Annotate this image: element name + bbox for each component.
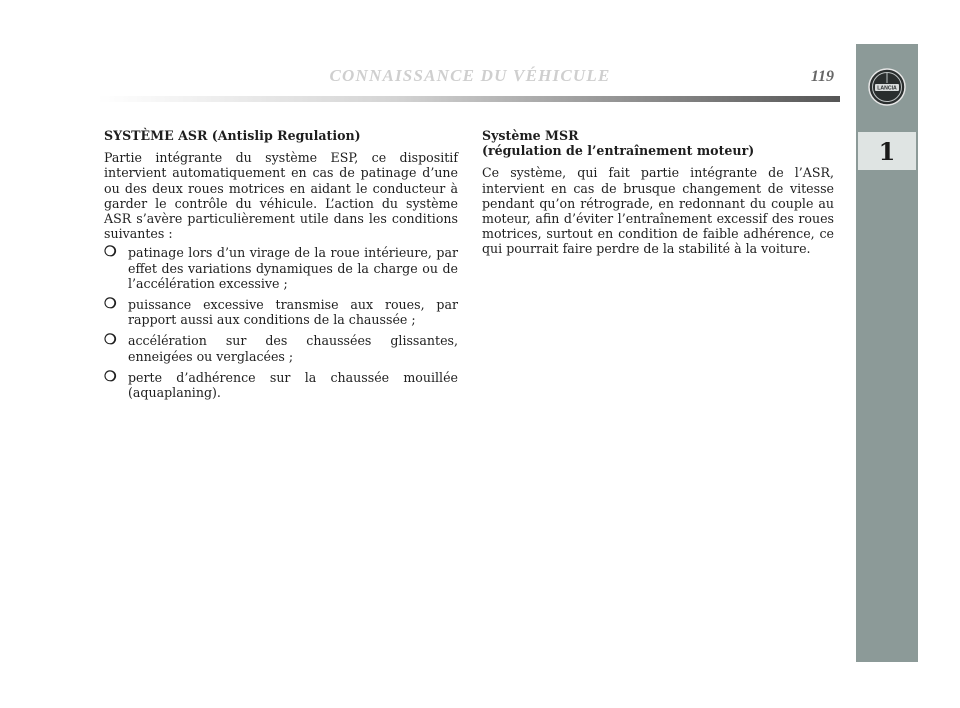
header-rule xyxy=(98,96,840,102)
bullet-circle-icon: ❍ xyxy=(104,244,117,261)
logo-text: LANCIA xyxy=(877,85,897,92)
left-column xyxy=(104,128,458,406)
chapter-number[interactable]: 1 xyxy=(858,132,916,170)
list-item-text: puissance excessive transmise aux roues, par rapport aussi aux conditions de la chaussée ; xyxy=(128,297,458,328)
list-item-text: accélération sur des chaussées glissantes, enneigées ou verglacées ; xyxy=(128,333,458,364)
bullet-circle-icon: ❍ xyxy=(104,332,117,349)
list-item-text: perte d’adhérence sur la chaussée mouillée (aquaplaning). xyxy=(128,369,458,401)
asr-heading-main: SYSTÈME ASR xyxy=(104,128,212,143)
asr-condition-list xyxy=(104,245,458,400)
chapter-side-tab xyxy=(856,44,918,662)
msr-heading xyxy=(482,128,834,158)
msr-heading-line1: Système MSR xyxy=(482,128,579,143)
page-number: 119 xyxy=(810,68,834,85)
list-item xyxy=(104,297,458,327)
asr-heading xyxy=(104,128,458,143)
list-item xyxy=(104,245,458,291)
list-item xyxy=(104,333,458,363)
msr-heading-line2: (régulation de l’entraînement moteur) xyxy=(482,143,755,159)
list-item-text: patinage lors d’un virage de la roue intérieure, par effet des variations dynamiques de la charge ou de l’accélération excessive ; xyxy=(128,245,458,291)
bullet-circle-icon: ❍ xyxy=(104,296,117,313)
logo-box xyxy=(856,44,918,130)
right-column xyxy=(482,128,834,261)
list-item xyxy=(104,370,458,400)
msr-paragraph: Ce système, qui fait partie intégrante de l’ASR, intervient en cas de brusque changement de vitesse pendant qu’on rétrograde, en redonnant du couple au moteur, afin d’éviter l’entraînement excessif des roues motrices, surtout en condition de faible adhérence, ce qui pourrait faire perdre de la stabilité à la voiture. xyxy=(482,165,834,257)
bullet-circle-icon: ❍ xyxy=(104,368,117,385)
asr-heading-paren: (Antislip Regulation) xyxy=(211,128,361,143)
header-title: CONNAISSANCE DU VÉHICULE xyxy=(329,66,611,85)
lancia-shield-icon xyxy=(867,67,907,107)
asr-paragraph: Partie intégrante du système ESP, ce dispositif intervient automatiquement en cas de patinage d’une ou des deux roues motrices en aidant le conducteur à garder le contrôle du véhicule. L’action du système ASR s’avère particulièrement utile dans les conditions suivantes : xyxy=(104,150,458,242)
